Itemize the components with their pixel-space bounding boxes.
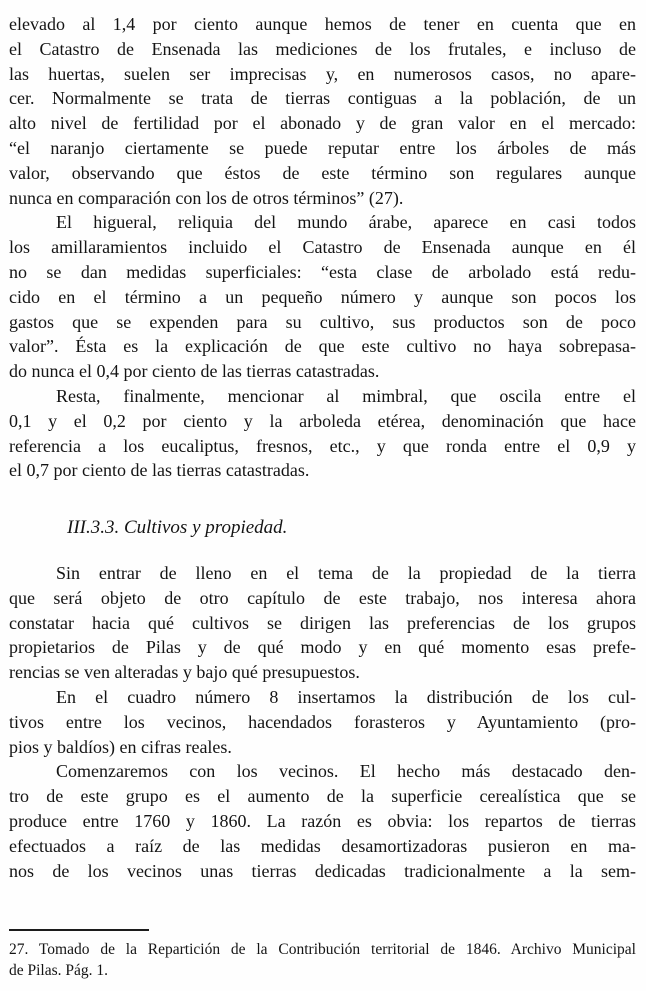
text-line: cido en el término a un pequeño número y aunque son pocos los [9,286,636,307]
text-line: Comenzaremos con los vecinos. El hecho más destacado den- [56,761,636,782]
text-line: propietarios de Pilas y de qué modo y en qué momento esas prefe- [9,637,636,658]
paragraph [9,210,636,384]
footnote-divider [9,929,149,931]
text-line: alto nivel de fertilidad por el abonado y de gran valor en el mercado: [9,113,636,134]
text-line: tivos entre los vecinos, hacendados forasteros y Ayuntamiento (pro- [9,711,636,732]
text-line: referencia a los eucaliptus, fresnos, etc., y que ronda entre el 0,9 y [9,435,636,456]
text-line: cer. Normalmente se trata de tierras contiguas a la población, de un [9,88,636,109]
text-line: nos de los vecinos unas tierras dedicadas tradicionalmente a la sem- [9,860,636,881]
text-line: produce entre 1760 y 1860. La razón es obvia: los repartos de tierras [9,810,636,831]
paragraph [9,685,636,759]
text-line: pios y baldíos) en cifras reales. [9,736,232,757]
text-line: do nunca el 0,4 por ciento de las tierras catastradas. [9,361,380,382]
text-line: valor, observando que éstos de este término son regulares aunque [9,162,636,183]
text-line: el 0,7 por ciento de las tierras catastradas. [9,460,310,481]
paragraph [9,12,636,210]
text-line: constatar hacia qué cultivos se dirigen las preferencias de los grupos [9,612,636,633]
text-line: 0,1 y el 0,2 por ciento y la arboleda etérea, denominación que hace [9,410,636,431]
text-line: elevado al 1,4 por ciento aunque hemos de tener en cuenta que en [9,14,636,34]
text-line: efectuados a raíz de las medidas desamortizadoras pusieron en ma- [9,835,636,856]
text-line: En el cuadro número 8 insertamos la distribución de los cul- [56,686,636,707]
footnote [9,940,636,981]
text-line: valor”. Ésta es la explicación de que este cultivo no haya sobrepasa- [9,336,636,357]
page-body [9,12,636,883]
paragraph [9,384,636,483]
text-line: las huertas, suelen ser imprecisas y, en numerosos casos, no apare- [9,63,636,84]
footnote-section [9,929,636,981]
paragraph [9,759,636,883]
footnote-line: de Pilas. Pág. 1. [9,961,109,979]
footnote-line: 27. Tomado de la Repartición de la Contribución territorial de 1846. Archivo Municipal [9,941,636,959]
text-line: los amillaramientos incluido el Catastro de Ensenada aunque en él [9,237,636,258]
section-heading [9,516,636,541]
heading-line: III.3.3. Cultivos y propiedad. [67,517,288,539]
text-line: rencias se ven alteradas y bajo qué presupuestos. [9,662,360,683]
text-line: Resta, finalmente, mencionar al mimbral, que oscila entre el [56,385,636,406]
text-line: nunca en comparación con los de otros términos” (27). [9,187,404,208]
text-line: El higueral, reliquia del mundo árabe, aparece en casi todos [56,212,636,233]
text-line: gastos que se expenden para su cultivo, sus productos son de poco [9,311,636,332]
paragraph [9,561,636,685]
text-line: Sin entrar de lleno en el tema de la propiedad de la tierra [56,562,636,583]
text-line: no se dan medidas superficiales: “esta clase de arbolado está redu- [9,261,636,282]
text-line: tro de este grupo es el aumento de la superficie cerealística que se [9,786,636,807]
text-line: “el naranjo ciertamente se puede reputar entre los árboles de más [9,137,636,158]
text-line: que será objeto de otro capítulo de este trabajo, nos interesa ahora [9,587,636,608]
text-line: el Catastro de Ensenada las mediciones de los frutales, e incluso de [9,38,636,59]
